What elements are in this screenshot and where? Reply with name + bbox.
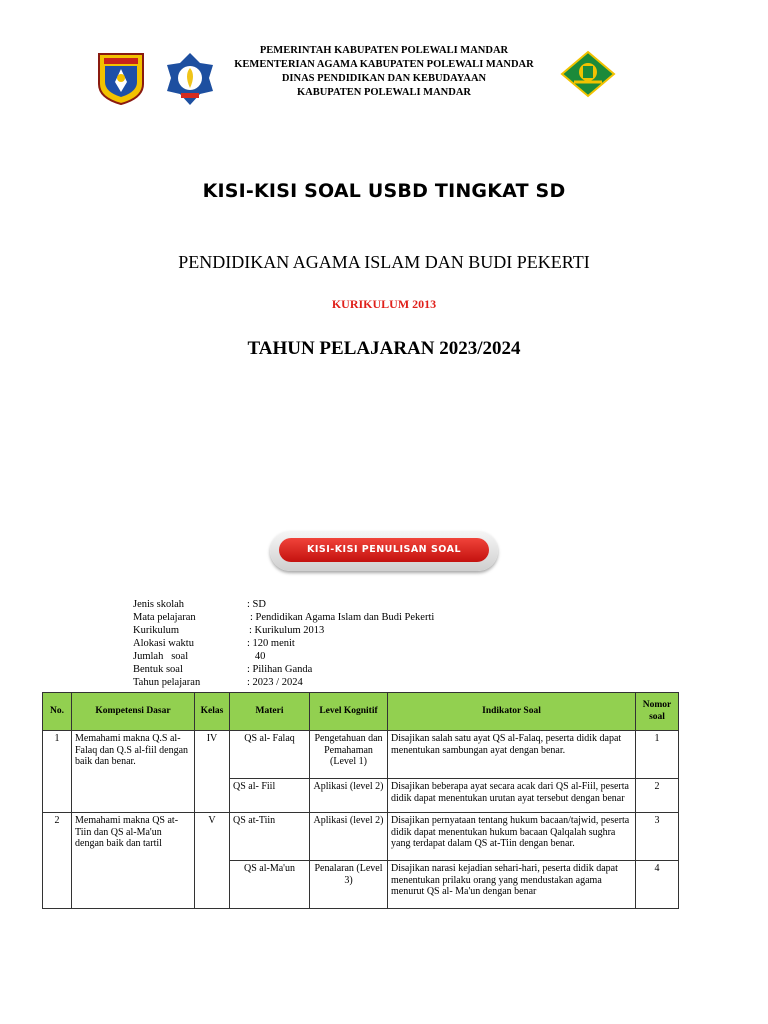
kisi-kisi-table xyxy=(42,692,679,909)
info-value: : Kurikulum 2013 xyxy=(249,625,325,636)
cell-kelas: IV xyxy=(195,731,230,813)
cell-no: 2 xyxy=(43,813,72,909)
letterhead xyxy=(220,44,548,100)
header-kelas: Kelas xyxy=(195,693,230,731)
letterhead-line: KABUPATEN POLEWALI MANDAR xyxy=(296,87,472,98)
info-label: Jenis skolah xyxy=(133,599,185,610)
cell-level: Aplikasi (level 2) xyxy=(310,813,388,861)
header-level-kognitif: Level Kognitif xyxy=(310,693,388,731)
letterhead-line: KEMENTERIAN AGAMA KABUPATEN POLEWALI MANDAR xyxy=(234,59,534,70)
info-label: Mata pelajaran xyxy=(133,612,196,623)
table-row xyxy=(43,731,679,779)
info-label: Jumlah soal xyxy=(133,651,189,662)
cell-nomor: 4 xyxy=(636,861,679,909)
cell-materi: QS al-Ma'un xyxy=(230,861,310,909)
cell-no: 1 xyxy=(43,731,72,813)
info-value: 40 xyxy=(247,651,266,662)
cell-indikator: Disajikan narasi kejadian sehari-hari, peserta didik dapat menentukan prilaku orang yang mendustakan agama menurut QS al- Ma'un dengan benar xyxy=(388,861,636,909)
header-kompetensi-dasar: Kompetensi Dasar xyxy=(72,693,195,731)
banner-label: KISI-KISI PENULISAN SOAL xyxy=(279,538,489,562)
cell-nomor: 3 xyxy=(636,813,679,861)
info-value: : SD xyxy=(247,599,266,610)
cell-indikator: Disajikan pernyataan tentang hukum bacaan/tajwid, peserta didik dapat menentukan hukum bacaan Qalqalah sughra yang terdapat dalam QS at-Tiin dengan benar. xyxy=(388,813,636,861)
info-label: Bentuk soal xyxy=(133,664,183,675)
cell-kompetensi-dasar: Memahami makna QS at-Tiin dan QS al-Ma'un dengan baik dan tartil xyxy=(72,813,195,909)
cell-materi: QS al- Falaq xyxy=(230,731,310,779)
cell-nomor: 2 xyxy=(636,779,679,813)
table-row xyxy=(43,813,679,861)
info-label: Tahun pelajaran xyxy=(133,677,201,688)
kementerian-agama-logo xyxy=(560,50,616,98)
info-value: : Pilihan Ganda xyxy=(247,664,313,675)
cell-indikator: Disajikan salah satu ayat QS al-Falaq, peserta didik dapat menentukan sambungan ayat dengan benar. xyxy=(388,731,636,779)
academic-year: TAHUN PELAJARAN 2023/2024 xyxy=(247,338,521,359)
cell-kelas: V xyxy=(195,813,230,909)
header-no: No. xyxy=(43,693,72,731)
cell-level: Penalaran (Level 3) xyxy=(310,861,388,909)
curriculum-label: KURIKULUM 2013 xyxy=(331,297,437,311)
table-header-row xyxy=(43,693,679,731)
info-label: Alokasi waktu xyxy=(133,638,194,649)
cell-nomor: 1 xyxy=(636,731,679,779)
cell-materi: QS al- Fiil xyxy=(230,779,310,813)
cell-materi: QS at-Tiin xyxy=(230,813,310,861)
header-nomor-soal: Nomor soal xyxy=(636,693,679,731)
cell-level: Aplikasi (level 2) xyxy=(310,779,388,813)
polewali-mandar-emblem xyxy=(96,52,146,106)
info-label: Kurikulum xyxy=(133,625,180,636)
cell-kompetensi-dasar: Memahami makna Q.S al-Falaq dan Q.S al-fiil dengan baik dan benar. xyxy=(72,731,195,813)
info-value: : Pendidikan Agama Islam dan Budi Pekerti xyxy=(250,612,435,623)
info-value: : 2023 / 2024 xyxy=(247,677,303,688)
document-title: KISI-KISI SOAL USBD TINGKAT SD xyxy=(202,180,566,202)
cell-level: Pengetahuan dan Pemahaman (Level 1) xyxy=(310,731,388,779)
letterhead-line: DINAS PENDIDIKAN DAN KEBUDAYAAN xyxy=(281,73,487,84)
letterhead-line: PEMERINTAH KABUPATEN POLEWALI MANDAR xyxy=(259,45,509,56)
section-banner xyxy=(270,531,498,571)
header-materi: Materi xyxy=(230,693,310,731)
cell-indikator: Disajikan beberapa ayat secara acak dari QS al-Fiil, peserta didik dapat menentukan urutan ayat tersebut dengan benar xyxy=(388,779,636,813)
header-indikator-soal: Indikator Soal xyxy=(388,693,636,731)
info-value: : 120 menit xyxy=(247,638,295,649)
tut-wuri-handayani-logo xyxy=(165,51,215,107)
subject-title: PENDIDIKAN AGAMA ISLAM DAN BUDI PEKERTI xyxy=(178,252,590,272)
